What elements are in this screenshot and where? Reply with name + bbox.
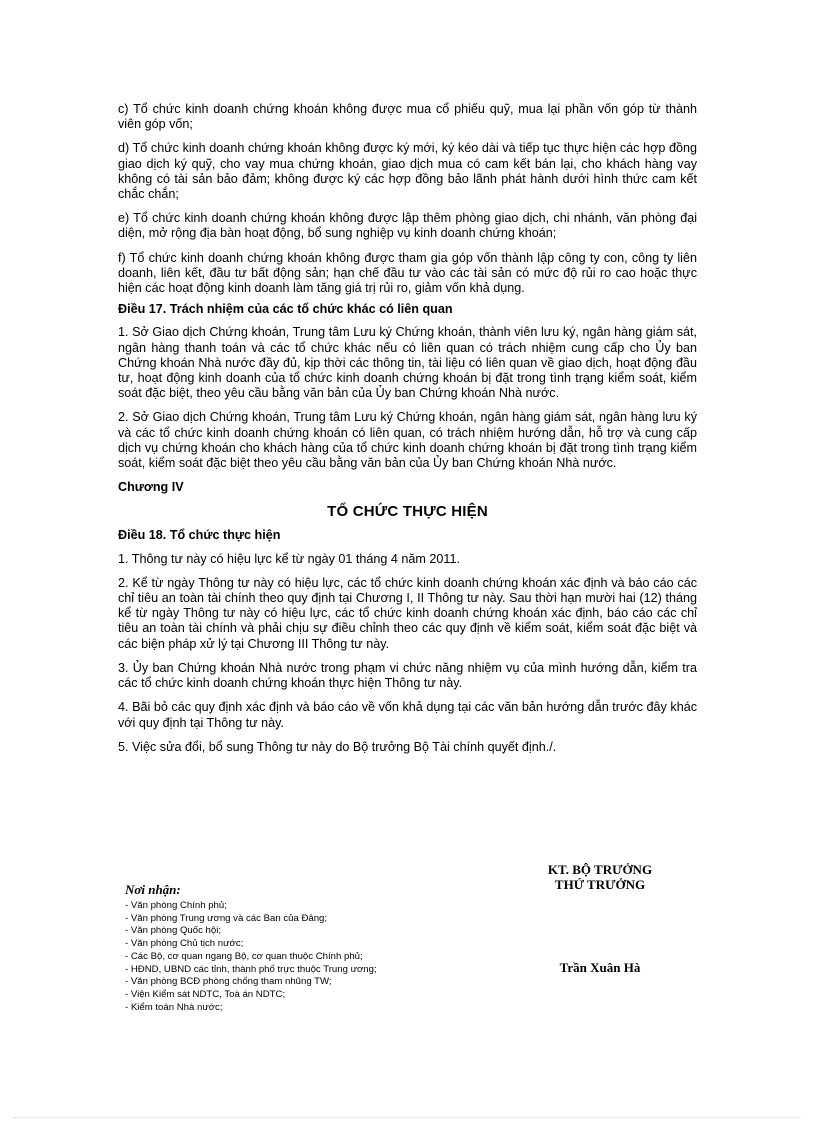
- paragraph-e: e) Tổ chức kinh doanh chứng khoán không được lập thêm phòng giao dịch, chi nhánh, văn phòng đại diện, mở rộng địa bàn hoạt động, bổ sung nghiệp vụ kinh doanh chứng khoán;: [118, 211, 697, 241]
- paragraph-c: c) Tổ chức kinh doanh chứng khoán không được mua cổ phiếu quỹ, mua lại phần vốn góp từ thành viên góp vốn;: [118, 102, 697, 132]
- signer-name: Trần Xuân Hà: [559, 960, 641, 975]
- article-18-heading: Điều 18. Tổ chức thực hiện: [118, 528, 281, 543]
- article-17-paragraph-1: 1. Sở Giao dịch Chứng khoán, Trung tâm Lưu ký Chứng khoán, thành viên lưu ký, ngân hàng giám sát, ngân hàng thanh toán và các tổ chức khác nếu có liên quan có trách nhiệm cung cấp cho Ủy ban Chứng khoán Nhà nước đầy đủ, kịp thời các thông tin, tài liệu có liên quan về giao dịch, hoạt động đầu tư, hoạt động kinh doanh của tổ chức kinh doanh chứng khoán bị đặt trong tình trạng kiểm soát, kiểm soát đặc biệt, theo yêu cầu bằng văn bản của Ủy ban Chứng khoán Nhà nước.: [118, 325, 697, 401]
- recipient-item: - HĐND, UBND các tỉnh, thành phố trực thuộc Trung ương;: [125, 963, 377, 975]
- page-bottom-divider: [14, 1117, 802, 1118]
- recipient-item: - Kiểm toán Nhà nước;: [125, 1001, 223, 1013]
- recipient-item: - Các Bộ, cơ quan ngang Bộ, cơ quan thuộc Chính phủ;: [125, 950, 363, 962]
- recipient-item: - Viện Kiểm sát NDTC, Toà án NDTC;: [125, 988, 286, 1000]
- signature-title-line-1: KT. BỘ TRƯỞNG: [547, 862, 653, 877]
- chapter-label: Chương IV: [118, 480, 184, 495]
- paragraph-f: f) Tổ chức kinh doanh chứng khoán không được tham gia góp vốn thành lập công ty con, công ty liên doanh, liên kết, đầu tư bất động sản; hạn chế đầu tư vào các tài sản có mức độ rủi ro cao hoặc thực hiện các hoạt động kinh doanh làm tăng giá trị rủi ro, giảm vốn khả dụng.: [118, 250, 697, 296]
- recipient-item: - Văn phòng BCĐ phòng chống tham nhũng TW;: [125, 976, 332, 988]
- article-18-paragraph-2: 2. Kể từ ngày Thông tư này có hiệu lực, các tổ chức kinh doanh chứng khoán xác định và báo cáo các chỉ tiêu an toàn tài chính theo quy định tại Chương I, II Thông tư này. Sau thời hạn mười hai (12) tháng kể từ ngày Thông tư này có hiệu lực, các tổ chức kinh doanh chứng khoán xác định, báo cáo các chỉ tiêu an toàn tài chính và phải chịu sự điều chỉnh theo các quy định về kiểm soát, kiểm soát đặc biệt và các biện pháp xử lý tại Chương III Thông tư này.: [118, 575, 697, 651]
- chapter-title: TỔ CHỨC THỰC HIỆN: [327, 503, 488, 521]
- article-17-paragraph-2: 2. Sở Giao dịch Chứng khoán, Trung tâm Lưu ký Chứng khoán, ngân hàng giám sát, ngân hàng lưu ký và các tổ chức kinh doanh chứng khoán có liên quan, có trách nhiệm hướng dẫn, hỗ trợ và cung cấp dịch vụ chứng khoán cho khách hàng của tổ chức kinh doanh chứng khoán bị đặt trong tình trạng kiểm soát, kiểm soát đặc biệt theo yêu cầu bằng văn bản của Ủy ban Chứng khoán Nhà nước.: [118, 410, 697, 471]
- paragraph-d: d) Tổ chức kinh doanh chứng khoán không được ký mới, ký kéo dài và tiếp tục thực hiện các hợp đồng giao dịch ký quỹ, cho vay mua chứng khoán, giao dịch mua có cam kết bán lại, cho khách hàng vay không có tài sản bảo đảm; không được ký các hợp đồng bảo lãnh phát hành dưới hình thức cam kết chắc chắn;: [118, 141, 697, 202]
- article-18-paragraph-5: 5. Việc sửa đổi, bổ sung Thông tư này do Bộ trưởng Bộ Tài chính quyết định./.: [118, 739, 557, 754]
- article-17-heading: Điều 17. Trách nhiệm của các tổ chức khác có liên quan: [118, 302, 453, 317]
- document-body: [118, 102, 697, 764]
- signature-block: [500, 862, 700, 975]
- article-18-paragraph-1: 1. Thông tư này có hiệu lực kể từ ngày 01 tháng 4 năm 2011.: [118, 551, 460, 566]
- recipients-title: Nơi nhận:: [125, 882, 181, 897]
- article-18-paragraph-4: 4. Bãi bỏ các quy định xác định và báo cáo về vốn khả dụng tại các văn bản hướng dẫn trước đây khác với quy định tại Thông tư này.: [118, 700, 697, 730]
- recipient-item: - Văn phòng Chính phủ;: [125, 900, 227, 911]
- recipient-item: - Văn phòng Chủ tịch nước;: [125, 938, 244, 950]
- article-18-paragraph-3: 3. Ủy ban Chứng khoán Nhà nước trong phạm vi chức năng nhiệm vụ của mình hướng dẫn, kiểm tra các tổ chức kinh doanh chứng khoán thực hiện Thông tư này.: [118, 660, 697, 691]
- recipients-block: [125, 882, 445, 1014]
- signature-title-line-2: THỨ TRƯỞNG: [554, 877, 646, 892]
- recipient-item: - Văn phòng Trung ương và các Ban của Đảng;: [125, 912, 328, 924]
- recipient-item: - Văn phòng Quốc hội;: [125, 925, 222, 937]
